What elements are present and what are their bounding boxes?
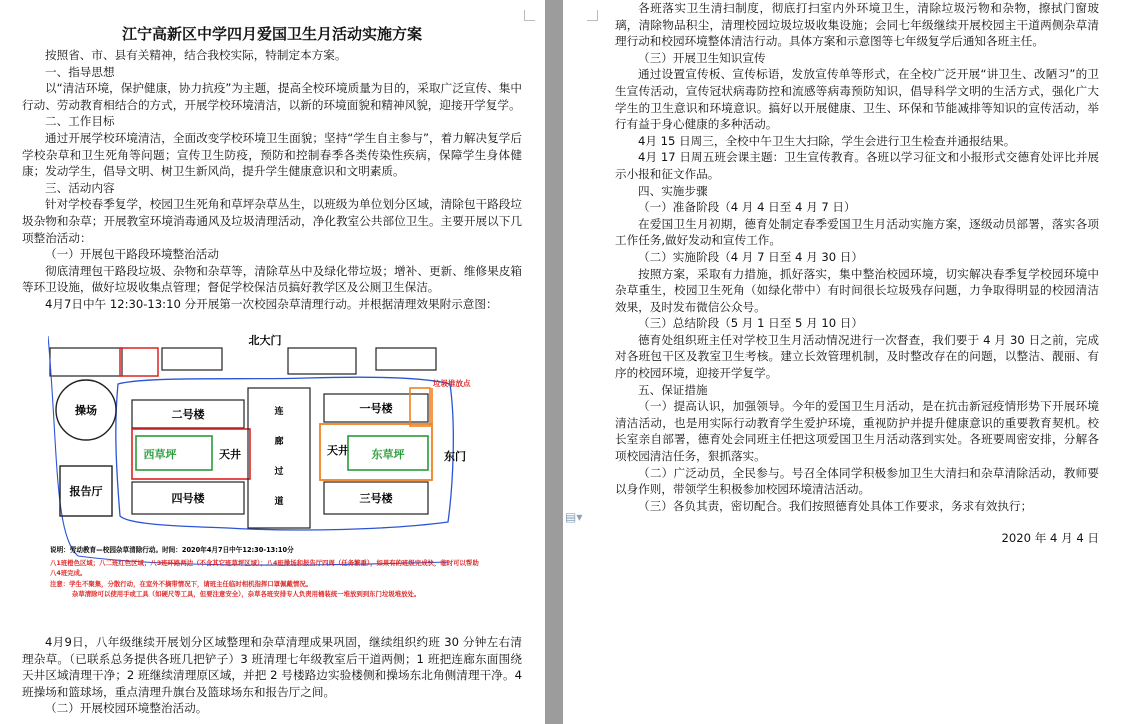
document-options-icon[interactable]: ▤▾ <box>565 510 583 524</box>
section-heading: （二）实施阶段（4 月 7 日至 4 月 30 日） <box>638 249 863 264</box>
document-date: 2020 年 4 月 4 日 <box>1001 531 1099 546</box>
crop-mark <box>587 10 598 21</box>
bottom-text-flow <box>22 634 522 717</box>
campus-map <box>48 326 482 626</box>
paragraph: 4月9日，八年级继续开展划分区域整理和杂草清理成果巩固，继续组织约班 30 分钟左右清理杂草。（已联系总务提供各班几把铲子）3 班清理七年级教室后干道两侧；1 班把连廊东面围绕天井区域清理干净；2 班继续清理原区域，并把 2 号楼路边实验楼侧和操场东北角侧清理干净。4 班操场和篮球场，重点清理升旗台及篮球场东和报告厅之间。 <box>22 635 522 699</box>
map-note-line2: 注意：学生不聚集，分散行动，在室外不摘带情况下，请班主任临时相机指挥口罩佩戴情况。 <box>50 579 313 588</box>
paragraph: 4月 15 日周三，全校中午卫生大扫除，学生会进行卫生检查并通报结果。 <box>638 133 1016 148</box>
paragraph: 各班落实卫生清扫制度，彻底打扫室内外环境卫生，清除垃圾污物和杂物，擦拭门窗玻璃，清除物品积尘，清理校园垃圾垃圾收集设施；会同七年级继续开展校园主干道两侧杂草清理行动和校园环境整体清洁行动。具体方案和示意图等七年级复学后通知各班主任。 <box>615 1 1099 49</box>
building3-label: 三号楼 <box>359 492 393 505</box>
paragraph: 4月7日中午 12:30-13:10 分开展第一次校园杂草清理行动。并根据清理效果附示意图： <box>45 296 498 311</box>
paragraph: 通过开展学校环境清洁，全面改变学校环境卫生面貌；坚持“学生自主参与”，着力解决复学后学校杂草和卫生死角等问题；宣传卫生防疫，预防和控制春季各类传染性疾病，保障学生身体健康；发动学生，倡导文明、树卫生新风尚，提升学生健康意识和文明素质。 <box>22 130 522 179</box>
paragraph: 通过设置宣传板、宣传标语，发放宣传单等形式，在全校广泛开展“讲卫生、改陋习”的卫生宣传活动，宣传冠状病毒防控和流感等病毒预防知识，倡导科学文明的生活方式，强化广大学生的卫生意识和环境意识。搞好以开展健康、卫生、环保和节能减排等知识的宣传活动，举行有益于身心健康的多种活动。 <box>615 67 1099 132</box>
section-heading: （二）开展校园环境整治活动。 <box>45 701 208 716</box>
east-lawn-label: 东草坪 <box>371 448 405 461</box>
bottom-paragraphs <box>22 634 522 717</box>
paragraph: 按照方案，采取有力措施，抓好落实，集中整治校园环境，切实解决春季复学校园环境中杂草重生，校园卫生死角（如绿化带中）有时间很长垃圾残存问题，力争取得明显的校园清洁效果，及时发布微信公众号。 <box>615 266 1099 314</box>
building2-label: 二号楼 <box>171 408 205 421</box>
building4-label: 四号楼 <box>171 492 205 505</box>
paragraph: 德育处组织班主任对学校卫生月活动情况进行一次督查，我们要于 4 月 30 日之前，完成对各班包干区及教室卫生考核。建立长效管理机制，及时整改存在的问题，以整洁、靓丽、有序的校园环境，迎接开学复学。 <box>615 332 1099 381</box>
west-patio-label: 天井 <box>219 448 241 461</box>
paragraph: 以“清洁环境，保护健康，协力抗疫”为主题，提高全校环境质量为目的，采取广泛宣传、集中行动、劳动教育相结合的方式，开展学校环境清洁，以新的环境面貌和精神风貌，迎接开学复学。 <box>22 81 522 112</box>
crop-mark <box>524 10 535 21</box>
map-note-line1: 八1班橙色区域；八二班红色区域；八3班环路两边（不含其它班草坪区域）；八4班操场和报告厅四周（任务繁重），如果有的班级完成快，临时可以帮助八4班完成。 <box>50 559 479 578</box>
auditorium-label: 报告厅 <box>69 485 103 498</box>
section-heading: 二、工作目标 <box>45 114 115 129</box>
paragraph: 在爱国卫生月初期，德育处制定春季爱国卫生月活动实施方案，逐级动员部署，落实各项工作任务,做好发动和宣传工作。 <box>615 216 1099 248</box>
section-heading: 一、指导思想 <box>45 64 115 79</box>
paragraph: 按照省、市、县有关精神，结合我校实际，特制定本方案。 <box>45 48 347 62</box>
section-heading: 三、活动内容 <box>45 180 115 195</box>
paragraph: 针对学校春季复学，校园卫生死角和草坪杂草丛生，以班级为单位划分区域，清除包干路段垃圾杂物和杂草；开展教室环境消毒通风及垃圾清理活动，净化教室公共部位卫生。主要开展以下几项整治活动： <box>22 197 522 245</box>
corridor-label: 连廊过道 <box>274 407 284 507</box>
document-title: 江宁高新区中学四月爱国卫生月活动实施方案 <box>121 25 422 43</box>
section-heading: （三）总结阶段（5 月 1 日至 5 月 10 日） <box>638 316 863 331</box>
paragraph: （一）提高认识，加强领导。今年的爱国卫生月活动，是在抗击新冠疫情形势下开展环境清洁活动，也是用实际行动教育学生爱护环境，重视防护并提升健康意识的重要教育契机。校长室亲自部署，德育处会同班主任把这项爱国卫生月活动落到实处。各班要周密安排，分解各项校园清洁任务，狠抓落实。 <box>615 399 1099 464</box>
map-note-line3: 杂草清除可以使用手或工具（如硬尺等工具，但要注意安全），杂草各班安排专人负责用桶装统一堆放到到东门垃圾堆放处。 <box>72 590 421 599</box>
map-note-title: 说明：劳动教育—校园杂草清除行动。时间：2020年4月7日中午12:30-13:10分 <box>50 546 294 554</box>
paragraph: 4月 17 日周五班会课主题：卫生宣传教育。各班以学习征文和小报形式交德育处评比并展示小报和征文作品。 <box>615 150 1099 181</box>
building1-label: 一号楼 <box>359 402 393 415</box>
paragraph: 彻底清理包干路段垃圾、杂物和杂草等，清除草丛中及绿化带垃圾；增补、更新、维修果皮箱等环卫设施，做好垃圾收集点管理；督促学校保洁员搞好教学区及公厕卫生保洁。 <box>22 263 522 295</box>
section-heading: （一）开展包干路段环境整治活动 <box>45 247 219 262</box>
east-gate-label: 东门 <box>444 450 466 463</box>
left-text-flow <box>22 24 522 313</box>
north-gate-label: 北大门 <box>248 334 282 347</box>
paragraph: （二）广泛动员，全民参与。号召全体同学积极参加卫生大清扫和杂草清除活动，教师要以身作则，带领学生积极参加校园环境清洁活动。 <box>615 465 1099 497</box>
right-paragraphs <box>615 0 1099 514</box>
section-heading: 四、实施步骤 <box>638 183 708 198</box>
west-lawn-label: 西草坪 <box>143 448 177 461</box>
garbage-point-label: 垃圾堆放点 <box>433 379 471 388</box>
right-text-flow <box>615 0 1099 547</box>
document-page-right <box>563 0 1121 724</box>
left-paragraphs <box>22 47 522 313</box>
section-heading: （一）准备阶段（4 月 4 日至 4 月 7 日） <box>638 200 856 215</box>
section-heading: （三）开展卫生知识宣传 <box>638 50 766 65</box>
section-heading: 五、保证措施 <box>638 382 708 397</box>
red-top-zone <box>120 348 158 376</box>
east-patio-label: 天井 <box>327 444 349 457</box>
playground-label: 操场 <box>75 404 97 417</box>
document-page-left <box>0 0 545 724</box>
paragraph: （三）各负其责，密切配合。我们按照德育处具体工作要求，务求有效执行； <box>638 498 1033 513</box>
